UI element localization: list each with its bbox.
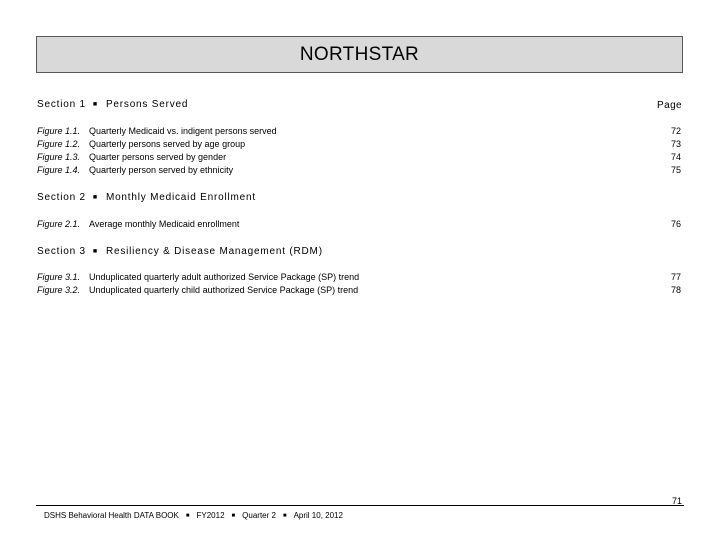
figure-page: 76 [670, 219, 681, 229]
page-title: NORTHSTAR [299, 43, 420, 65]
figure-label: Figure 1.2. [37, 139, 81, 149]
footer-divider [36, 505, 684, 506]
figure-description: Quarterly Medicaid vs. indigent persons served [89, 126, 277, 136]
figure-description: Unduplicated quarterly adult authorized Service Package (SP) trend [89, 272, 360, 282]
figure-label: Figure 1.3. [37, 152, 81, 162]
figure-page: 75 [670, 165, 681, 175]
footer-separator: ■ [231, 512, 236, 519]
footer [44, 511, 343, 520]
figure-description: Quarterly person served by ethnicity [89, 165, 234, 175]
figure-page: 73 [670, 139, 681, 149]
section-3-heading: Resiliency & Disease Management (RDM) [105, 246, 323, 257]
figure-page: 78 [670, 285, 681, 295]
footer-separator: ■ [185, 512, 190, 519]
page-column-header: Page [657, 100, 682, 111]
section-2-bullet: ■ [92, 194, 98, 201]
figure-label: Figure 2.1. [37, 219, 81, 229]
section-2-heading: Monthly Medicaid Enrollment [105, 192, 256, 203]
figure-label: Figure 1.4. [37, 165, 81, 175]
figure-label: Figure 3.1. [37, 272, 81, 282]
figure-description: Quarterly persons served by age group [89, 139, 246, 149]
section-2-label: Section 2 [37, 192, 86, 203]
section-1-bullet: ■ [92, 101, 98, 108]
page-number: 71 [671, 496, 682, 506]
section-1-label: Section 1 [37, 99, 86, 110]
footer-separator: ■ [282, 512, 287, 519]
section-3-label: Section 3 [37, 246, 86, 257]
footer-fiscal-year: FY2012 [196, 511, 225, 520]
figure-description: Unduplicated quarterly child authorized Service Package (SP) trend [89, 285, 359, 295]
figure-row-3-2[interactable] [37, 285, 681, 298]
title-banner [36, 36, 683, 73]
figure-label: Figure 3.2. [37, 285, 81, 295]
section-2-header [37, 192, 256, 203]
footer-quarter: Quarter 2 [242, 511, 276, 520]
figure-row-1-4[interactable] [37, 165, 681, 178]
figure-description: Quarter persons served by gender [89, 152, 227, 162]
figure-page: 77 [670, 272, 681, 282]
figure-description: Average monthly Medicaid enrollment [89, 219, 240, 229]
figure-row-2-1[interactable] [37, 219, 681, 232]
figure-label: Figure 1.1. [37, 126, 81, 136]
figure-row-1-2[interactable] [37, 139, 681, 152]
figure-page: 74 [670, 152, 681, 162]
figure-row-3-1[interactable] [37, 272, 681, 285]
section-1-header [37, 99, 188, 110]
section-3-header [37, 246, 323, 257]
figure-page: 72 [670, 126, 681, 136]
footer-publication: DSHS Behavioral Health DATA BOOK [44, 511, 179, 520]
footer-date: April 10, 2012 [293, 511, 343, 520]
figure-row-1-1[interactable] [37, 126, 681, 139]
figure-row-1-3[interactable] [37, 152, 681, 165]
section-3-bullet: ■ [92, 248, 98, 255]
section-1-heading: Persons Served [105, 99, 189, 110]
